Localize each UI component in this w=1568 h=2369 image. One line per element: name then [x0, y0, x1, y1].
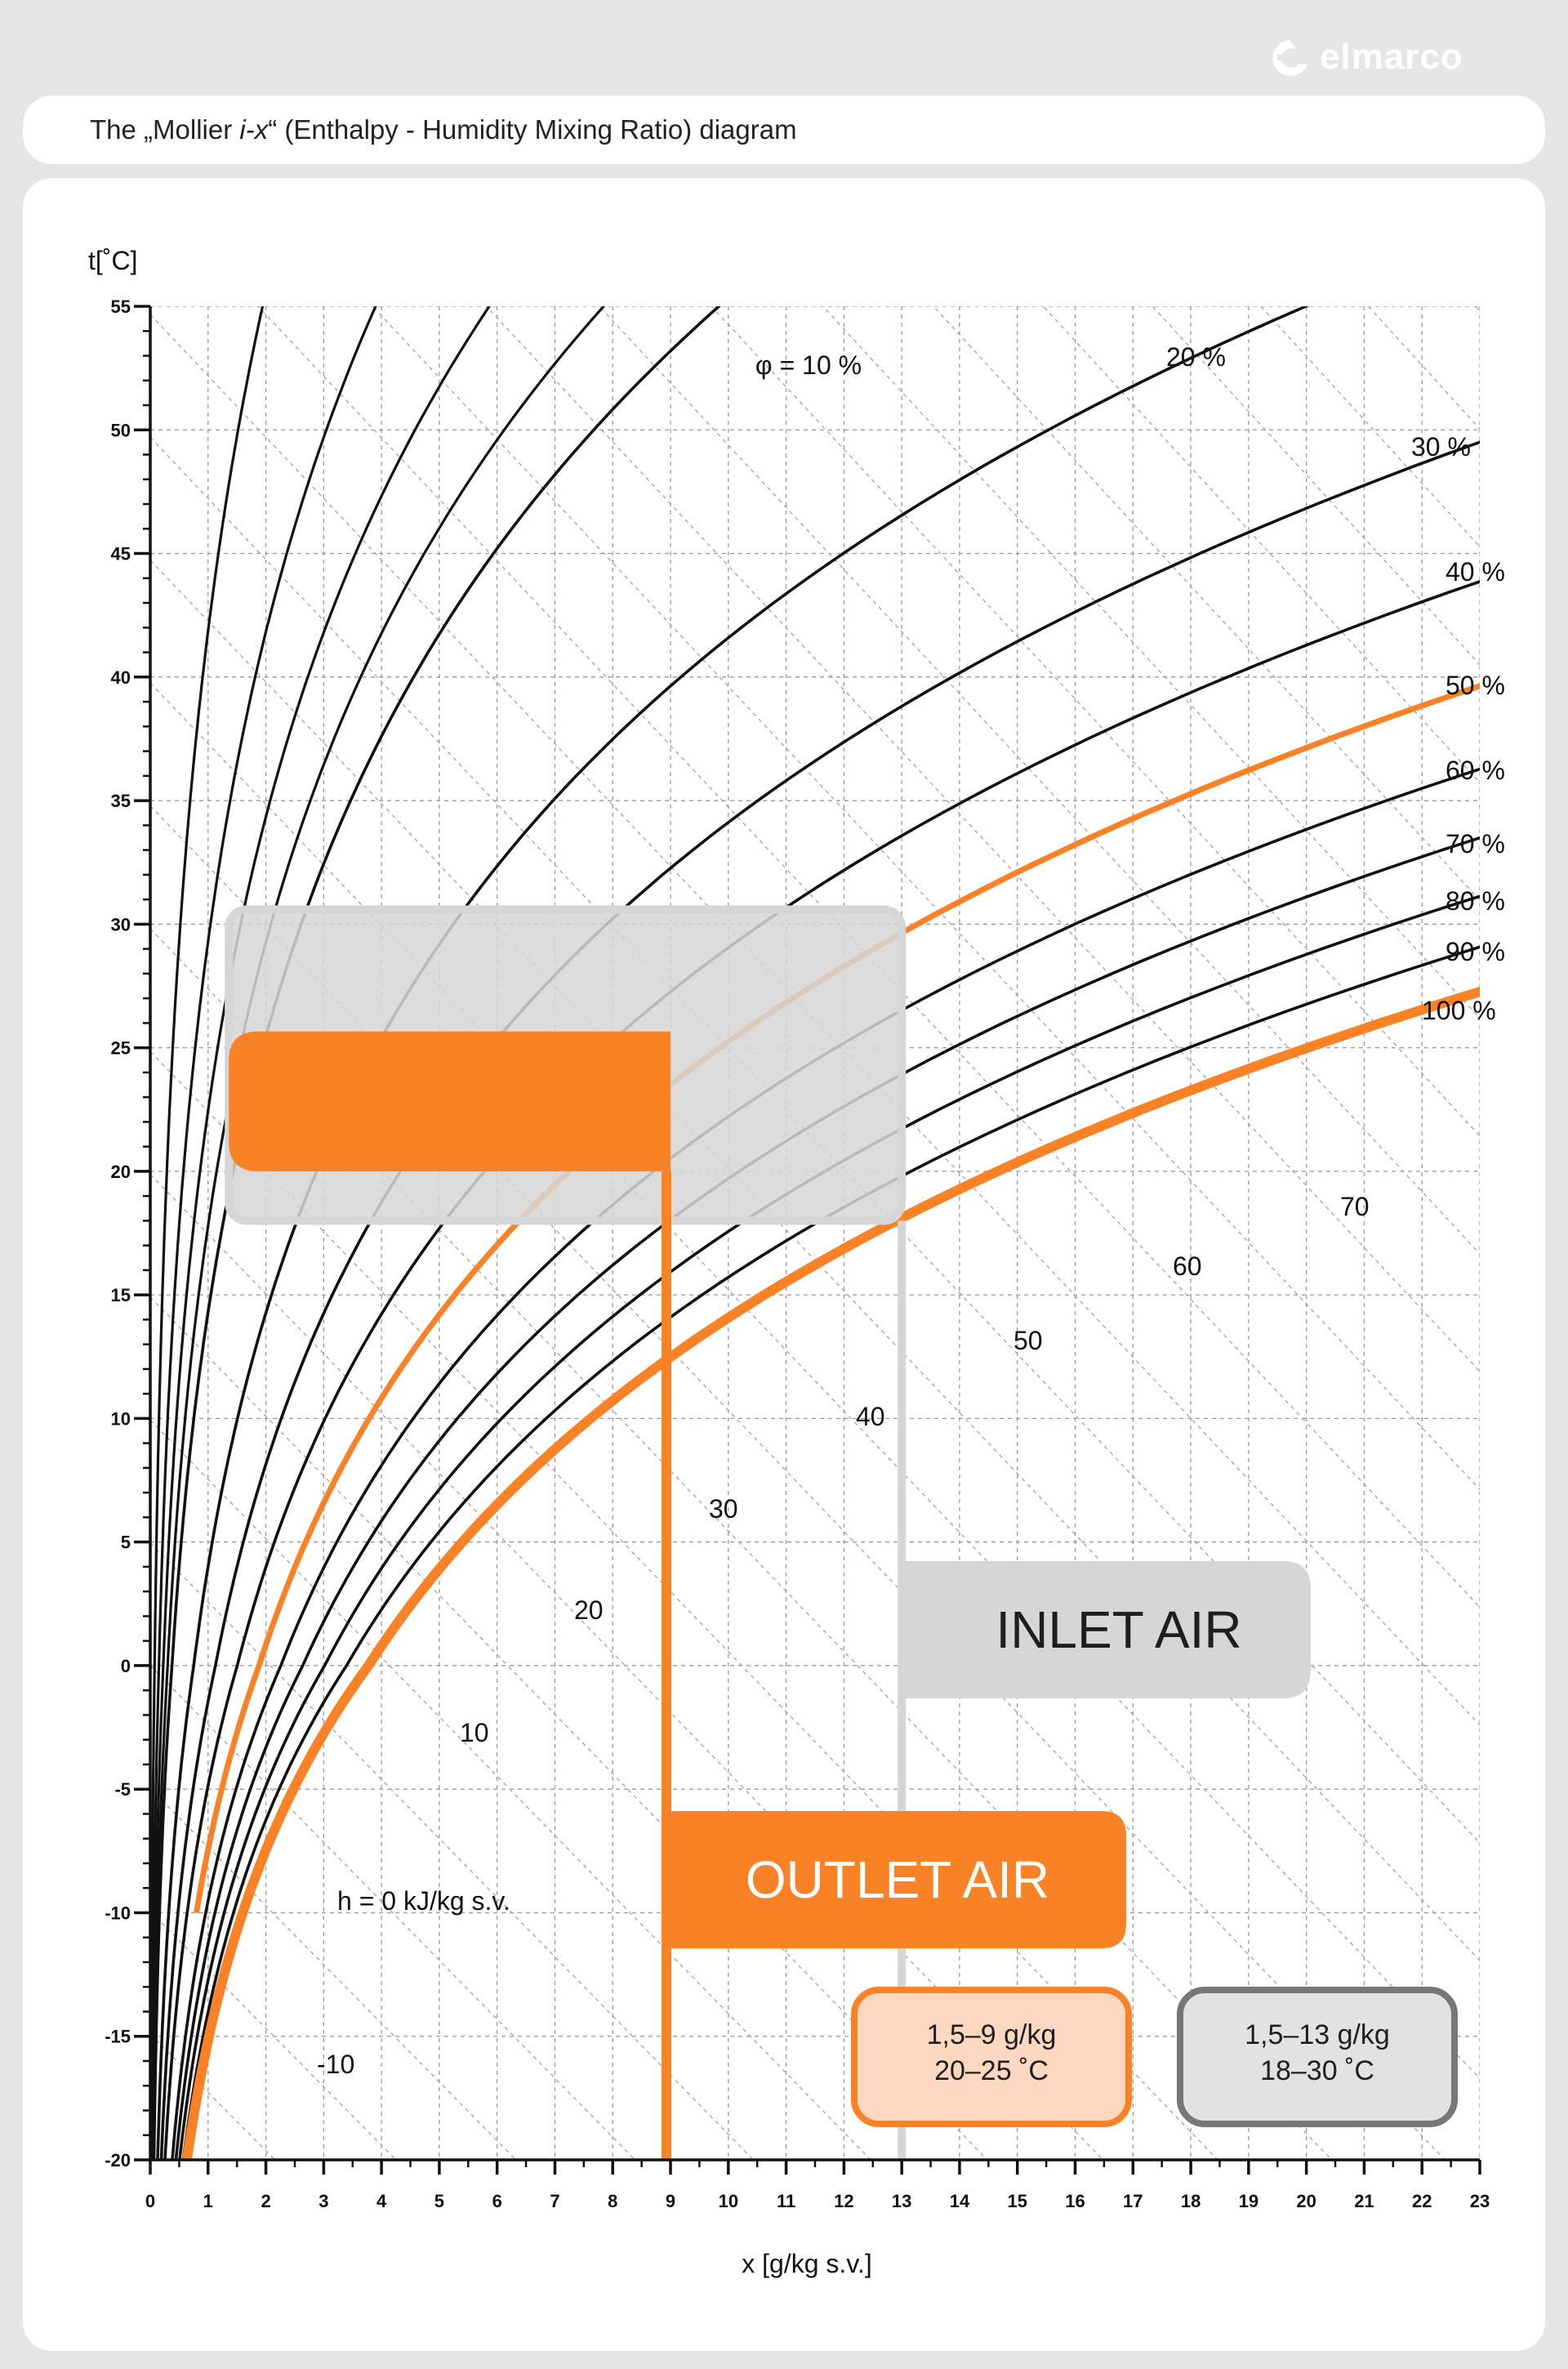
y-tick-label: -5: [114, 1779, 131, 1800]
y-tick-label: -15: [105, 2026, 131, 2047]
enthalpy-line: [150, 178, 1480, 311]
diagram-card: [23, 178, 1545, 2351]
enthalpy-label: h = 0 kJ/kg s.v.: [337, 1886, 510, 1916]
x-axis-label: x [g/kg s.v.]: [742, 2249, 872, 2278]
page-title: [90, 114, 797, 145]
y-tick-label: 10: [110, 1408, 131, 1430]
enthalpy-label: 10: [460, 1718, 489, 1747]
inlet-legend-line: 18–30 ˚C: [1260, 2055, 1374, 2086]
enthalpy-label: -10: [317, 2050, 355, 2079]
x-tick-label: 22: [1411, 2191, 1432, 2211]
enthalpy-line: [150, 178, 1480, 429]
rh-label-80: 80 %: [1446, 886, 1505, 916]
enthalpy-label: 70: [1340, 1192, 1370, 1221]
y-tick-label: 45: [110, 543, 131, 564]
enthalpy-line: [150, 178, 1480, 783]
enthalpy-line: [150, 1051, 1480, 2351]
y-tick-label: 5: [120, 1532, 131, 1553]
elmarco-logo-icon: [1266, 37, 1313, 78]
x-tick-label: 14: [949, 2191, 970, 2211]
y-tick-label: -20: [105, 2150, 131, 2170]
inlet-label: INLET AIR: [996, 1600, 1242, 1659]
enthalpy-label: 40: [856, 1402, 885, 1431]
y-tick-label: 30: [110, 914, 131, 935]
rh-label-20: 20 %: [1166, 342, 1226, 372]
title-bar: [23, 96, 1545, 164]
y-tick-label: 0: [120, 1655, 131, 1676]
y-tick-label: 40: [110, 667, 131, 688]
rh-label-70: 70 %: [1446, 829, 1505, 859]
enthalpy-line: [150, 178, 1480, 900]
x-tick-label: 11: [776, 2191, 796, 2211]
x-tick-label: 4: [376, 2191, 387, 2211]
elmarco-logo: [1266, 31, 1478, 83]
x-tick-label: 8: [608, 2191, 618, 2211]
enthalpy-label: 20: [574, 1595, 604, 1625]
enthalpy-label: 50: [1013, 1326, 1043, 1355]
x-tick-label: 13: [891, 2191, 912, 2211]
inlet-legend-line: 1,5–13 g/kg: [1245, 2019, 1390, 2050]
x-tick-label: 17: [1123, 2191, 1143, 2211]
rh-label-30: 30 %: [1411, 432, 1471, 462]
rh-label-50: 50 %: [1446, 671, 1505, 700]
y-tick-label: -10: [105, 1903, 131, 1924]
enthalpy-line: [150, 192, 1480, 1608]
x-tick-label: 15: [1007, 2191, 1027, 2211]
title-prefix: The „Mollier: [90, 114, 240, 145]
outlet-legend-line: 1,5–9 g/kg: [926, 2019, 1057, 2050]
rh-label-40: 40 %: [1446, 557, 1505, 587]
enthalpy-line: [150, 178, 1480, 194]
enthalpy-line: [150, 2280, 1480, 2351]
mollier-diagram: [23, 178, 1545, 2351]
x-tick-label: 1: [203, 2191, 213, 2211]
x-tick-label: 5: [434, 2191, 445, 2211]
x-tick-label: 23: [1469, 2191, 1490, 2211]
y-tick-label: 55: [110, 297, 131, 317]
rh-label-100: 100 %: [1422, 996, 1496, 1025]
outlet-label: OUTLET AIR: [745, 1850, 1050, 1909]
y-tick-label: 25: [110, 1037, 131, 1059]
enthalpy-label: 30: [709, 1494, 738, 1524]
y-tick-label: 20: [110, 1161, 131, 1182]
x-tick-label: 9: [665, 2191, 676, 2211]
rh-label-10: φ = 10 %: [755, 350, 862, 380]
y-tick-label: 50: [110, 420, 131, 441]
x-tick-label: 10: [718, 2191, 739, 2211]
rh-label-60: 60 %: [1446, 756, 1505, 785]
title-italic: i-x: [239, 114, 269, 145]
y-tick-label: 15: [110, 1285, 131, 1306]
title-suffix: “ (Enthalpy - Humidity Mixing Ratio) diagram: [268, 114, 797, 145]
y-axis-label: t[˚C]: [88, 246, 138, 275]
x-tick-label: 20: [1296, 2191, 1316, 2211]
enthalpy-line: [150, 1912, 1480, 2351]
x-tick-label: 21: [1354, 2191, 1374, 2211]
enthalpy-line: [150, 178, 1480, 665]
x-tick-label: 2: [261, 2191, 271, 2211]
x-tick-label: 0: [145, 2191, 156, 2211]
enthalpy-label: 60: [1173, 1251, 1202, 1281]
logo-wordmark: elmarco: [1320, 37, 1463, 77]
x-tick-label: 3: [318, 2191, 329, 2211]
x-tick-label: 12: [834, 2191, 854, 2211]
outlet-legend-line: 20–25 ˚C: [934, 2055, 1049, 2086]
x-tick-label: 6: [492, 2191, 502, 2211]
enthalpy-line: [150, 1174, 1480, 2351]
x-tick-label: 18: [1180, 2191, 1201, 2211]
x-tick-label: 19: [1238, 2191, 1259, 2211]
x-tick-label: 7: [550, 2191, 560, 2211]
outlet-zone: [229, 1032, 670, 1171]
x-tick-label: 16: [1065, 2191, 1085, 2211]
y-tick-label: 35: [110, 791, 131, 812]
rh-label-90: 90 %: [1446, 937, 1505, 966]
